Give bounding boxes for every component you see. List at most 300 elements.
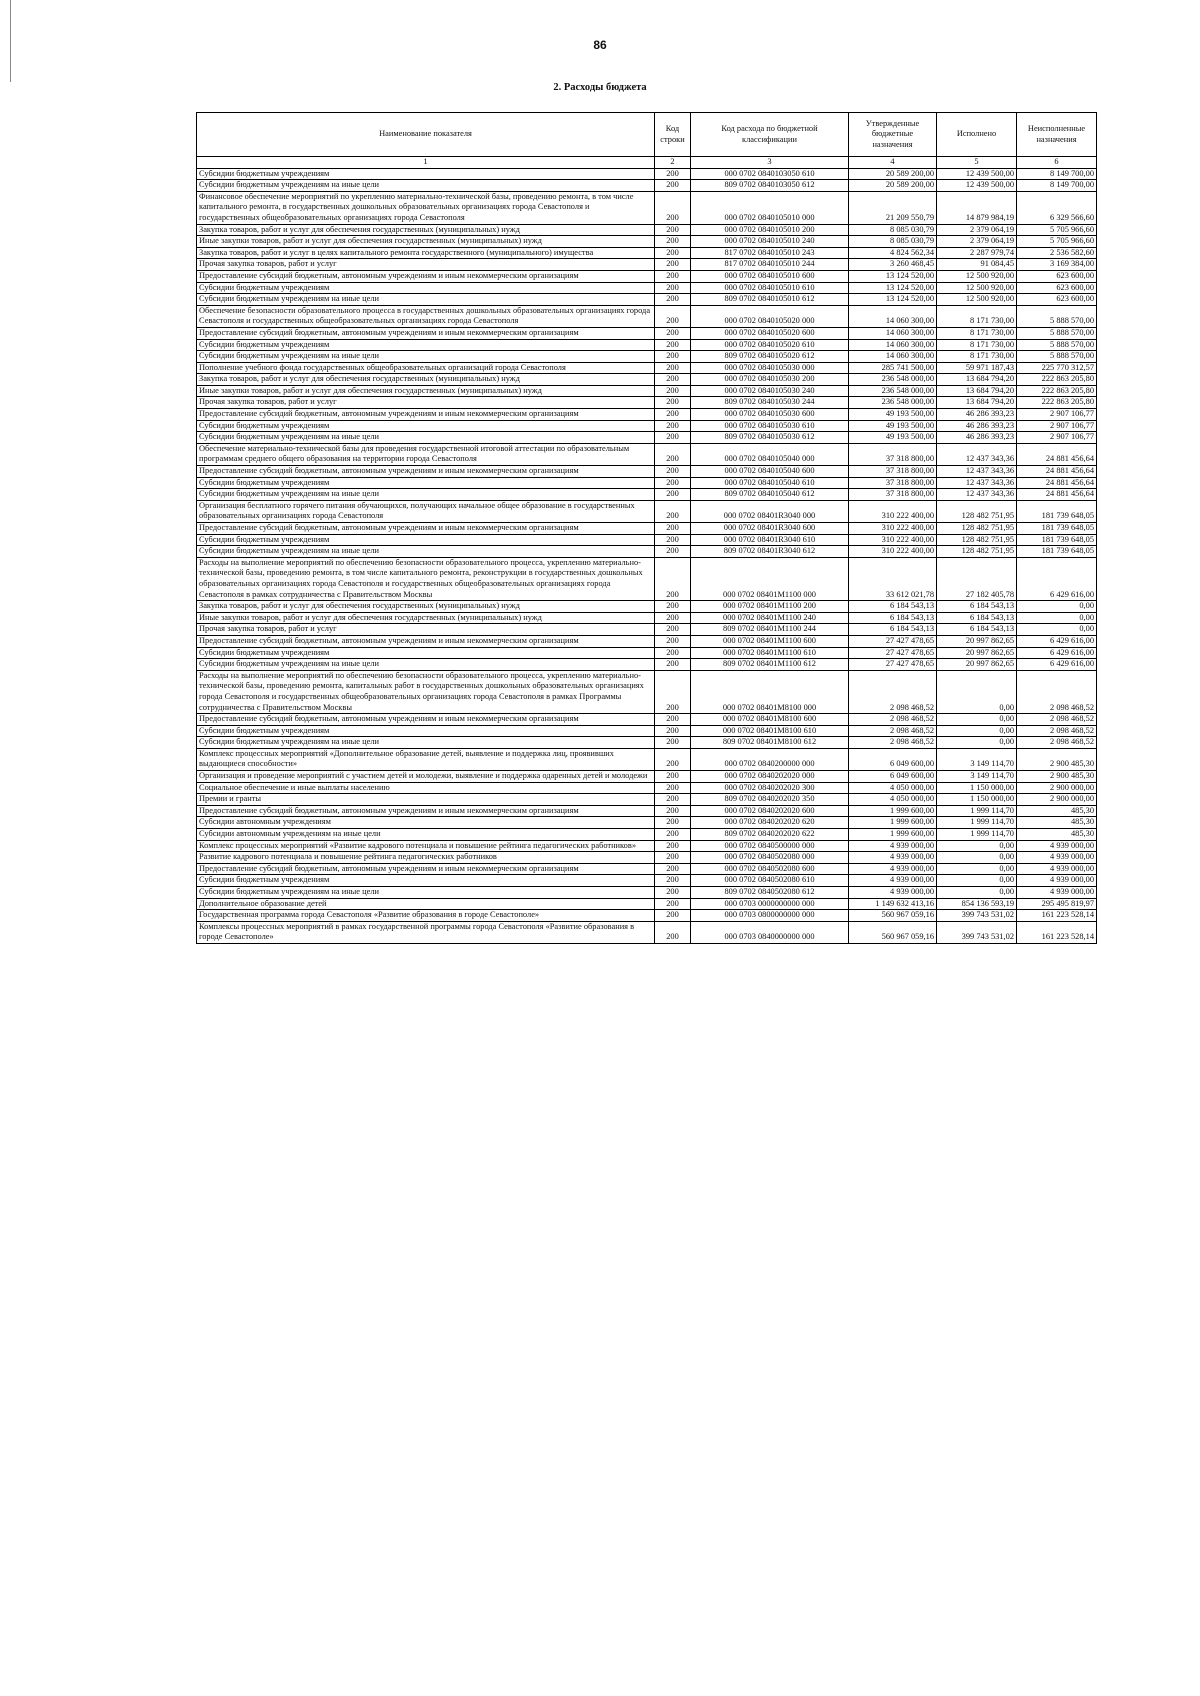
row-name: Закупка товаров, работ и услуг для обеспечения государственных (муниципальных) нужд [197, 224, 655, 236]
row-class-code: 000 0703 0000000000 000 [691, 898, 849, 910]
row-line-code: 200 [655, 500, 691, 522]
row-approved: 14 060 300,00 [849, 351, 937, 363]
row-class-code: 817 0702 0840105010 243 [691, 247, 849, 259]
row-executed: 0,00 [937, 670, 1017, 713]
table-row [197, 659, 1097, 671]
row-class-code: 000 0702 0840105030 000 [691, 362, 849, 374]
row-unexecuted: 5 888 570,00 [1017, 305, 1097, 327]
row-line-code: 200 [655, 420, 691, 432]
row-name: Предоставление субсидий бюджетным, автономным учреждениям и иным некоммерческим организациям [197, 714, 655, 726]
row-unexecuted: 2 907 106,77 [1017, 409, 1097, 421]
row-approved: 13 124 520,00 [849, 294, 937, 306]
row-name: Субсидии бюджетным учреждениям [197, 168, 655, 180]
row-unexecuted: 2 098 468,52 [1017, 670, 1097, 713]
table-row [197, 863, 1097, 875]
row-unexecuted: 2 907 106,77 [1017, 420, 1097, 432]
row-unexecuted: 4 939 000,00 [1017, 863, 1097, 875]
row-name: Субсидии бюджетным учреждениям [197, 875, 655, 887]
row-approved: 6 184 543,13 [849, 624, 937, 636]
row-executed: 20 997 862,65 [937, 647, 1017, 659]
row-class-code: 000 0702 08401M1100 600 [691, 635, 849, 647]
row-unexecuted: 181 739 648,05 [1017, 523, 1097, 535]
row-unexecuted: 4 939 000,00 [1017, 875, 1097, 887]
row-name: Субсидии бюджетным учреждениям [197, 647, 655, 659]
table-row [197, 224, 1097, 236]
row-unexecuted: 6 429 616,00 [1017, 647, 1097, 659]
table-row [197, 852, 1097, 864]
row-unexecuted: 2 900 485,30 [1017, 748, 1097, 770]
row-approved: 4 939 000,00 [849, 840, 937, 852]
row-executed: 6 184 543,13 [937, 601, 1017, 613]
row-unexecuted: 295 495 819,97 [1017, 898, 1097, 910]
row-class-code: 809 0702 0840103050 612 [691, 180, 849, 192]
row-name: Социальное обеспечение и иные выплаты населению [197, 782, 655, 794]
row-line-code: 200 [655, 351, 691, 363]
row-line-code: 200 [655, 362, 691, 374]
row-executed: 399 743 531,02 [937, 921, 1017, 943]
row-unexecuted: 2 900 000,00 [1017, 782, 1097, 794]
row-name: Субсидии бюджетным учреждениям на иные цели [197, 546, 655, 558]
row-name: Прочая закупка товаров, работ и услуг [197, 397, 655, 409]
table-row [197, 294, 1097, 306]
table-row [197, 432, 1097, 444]
row-executed: 3 149 114,70 [937, 771, 1017, 783]
row-executed: 8 171 730,00 [937, 339, 1017, 351]
row-approved: 27 427 478,65 [849, 647, 937, 659]
row-line-code: 200 [655, 737, 691, 749]
row-line-code: 200 [655, 168, 691, 180]
row-class-code: 809 0702 0840202020 622 [691, 829, 849, 841]
row-approved: 236 548 000,00 [849, 374, 937, 386]
row-name: Субсидии бюджетным учреждениям на иные цели [197, 737, 655, 749]
row-unexecuted: 3 169 384,00 [1017, 259, 1097, 271]
table-row [197, 327, 1097, 339]
table-row [197, 782, 1097, 794]
row-class-code: 000 0702 0840105030 610 [691, 420, 849, 432]
row-class-code: 000 0702 0840105030 200 [691, 374, 849, 386]
page-number: 86 [593, 38, 607, 52]
row-line-code: 200 [655, 489, 691, 501]
row-line-code: 200 [655, 466, 691, 478]
row-approved: 8 085 030,79 [849, 236, 937, 248]
row-approved: 6 049 600,00 [849, 771, 937, 783]
row-executed: 128 482 751,95 [937, 500, 1017, 522]
table-row [197, 489, 1097, 501]
row-name: Предоставление субсидий бюджетным, автономным учреждениям и иным некоммерческим организациям [197, 409, 655, 421]
row-executed: 2 287 979,74 [937, 247, 1017, 259]
row-approved: 2 098 468,52 [849, 714, 937, 726]
row-approved: 285 741 500,00 [849, 362, 937, 374]
table-body [197, 168, 1097, 943]
row-unexecuted: 485,30 [1017, 805, 1097, 817]
row-executed: 8 171 730,00 [937, 305, 1017, 327]
row-name: Прочая закупка товаров, работ и услуг [197, 624, 655, 636]
row-approved: 4 939 000,00 [849, 887, 937, 899]
row-class-code: 000 0702 0840105010 200 [691, 224, 849, 236]
row-executed: 12 439 500,00 [937, 168, 1017, 180]
table-row [197, 805, 1097, 817]
row-name: Организация и проведение мероприятий с участием детей и молодежи, выявление и поддержка одаренных детей и молодежи [197, 771, 655, 783]
table-row [197, 466, 1097, 478]
row-approved: 310 222 400,00 [849, 534, 937, 546]
row-executed: 46 286 393,23 [937, 432, 1017, 444]
row-executed: 399 743 531,02 [937, 910, 1017, 922]
row-class-code: 809 0702 0840105040 612 [691, 489, 849, 501]
row-name: Развитие кадрового потенциала и повышение рейтинга педагогических работников [197, 852, 655, 864]
row-name: Предоставление субсидий бюджетным, автономным учреждениям и иным некоммерческим организациям [197, 805, 655, 817]
table-row [197, 714, 1097, 726]
row-approved: 1 149 632 413,16 [849, 898, 937, 910]
row-approved: 4 939 000,00 [849, 875, 937, 887]
table-row [197, 443, 1097, 465]
row-line-code: 200 [655, 725, 691, 737]
row-executed: 1 999 114,70 [937, 817, 1017, 829]
row-name: Субсидии бюджетным учреждениям [197, 477, 655, 489]
row-name: Иные закупки товаров, работ и услуг для обеспечения государственных (муниципальных) нужд [197, 612, 655, 624]
row-name: Прочая закупка товаров, работ и услуг [197, 259, 655, 271]
row-class-code: 000 0702 0840105040 000 [691, 443, 849, 465]
row-unexecuted: 222 863 205,80 [1017, 397, 1097, 409]
row-approved: 2 098 468,52 [849, 725, 937, 737]
row-unexecuted: 4 939 000,00 [1017, 840, 1097, 852]
row-approved: 14 060 300,00 [849, 327, 937, 339]
table-row [197, 339, 1097, 351]
row-name: Субсидии бюджетным учреждениям [197, 282, 655, 294]
row-name: Субсидии бюджетным учреждениям на иные цели [197, 659, 655, 671]
row-executed: 27 182 405,78 [937, 557, 1017, 600]
row-class-code: 000 0702 0840105020 610 [691, 339, 849, 351]
row-executed: 128 482 751,95 [937, 534, 1017, 546]
row-line-code: 200 [655, 875, 691, 887]
table-row [197, 670, 1097, 713]
row-name: Обеспечение безопасности образовательного процесса в государственных дошкольных образовательных организациях города Севастополя и государственных общеобразовательных организациях города Севастополя [197, 305, 655, 327]
row-unexecuted: 2 098 468,52 [1017, 714, 1097, 726]
row-line-code: 200 [655, 840, 691, 852]
table-row [197, 236, 1097, 248]
row-line-code: 200 [655, 898, 691, 910]
row-approved: 37 318 800,00 [849, 443, 937, 465]
row-unexecuted: 24 881 456,64 [1017, 489, 1097, 501]
table-row [197, 748, 1097, 770]
row-unexecuted: 6 429 616,00 [1017, 635, 1097, 647]
table-row [197, 534, 1097, 546]
row-line-code: 200 [655, 829, 691, 841]
row-unexecuted: 6 429 616,00 [1017, 557, 1097, 600]
table-row [197, 351, 1097, 363]
row-approved: 21 209 550,79 [849, 191, 937, 224]
row-executed: 20 997 862,65 [937, 659, 1017, 671]
row-approved: 310 222 400,00 [849, 546, 937, 558]
row-line-code: 200 [655, 794, 691, 806]
row-class-code: 000 0702 08401M8100 600 [691, 714, 849, 726]
row-unexecuted: 623 600,00 [1017, 270, 1097, 282]
row-class-code: 000 0702 0840500000 000 [691, 840, 849, 852]
header-approved: Утвержденные бюджетные назначения [849, 113, 937, 157]
row-approved: 20 589 200,00 [849, 180, 937, 192]
row-line-code: 200 [655, 748, 691, 770]
row-class-code: 000 0702 0840202020 620 [691, 817, 849, 829]
row-executed: 12 437 343,36 [937, 443, 1017, 465]
row-approved: 4 939 000,00 [849, 863, 937, 875]
row-approved: 27 427 478,65 [849, 635, 937, 647]
row-class-code: 000 0702 0840502080 600 [691, 863, 849, 875]
row-class-code: 000 0702 08401R3040 610 [691, 534, 849, 546]
row-line-code: 200 [655, 714, 691, 726]
row-class-code: 809 0702 08401M1100 612 [691, 659, 849, 671]
row-executed: 854 136 593,19 [937, 898, 1017, 910]
row-executed: 14 879 984,19 [937, 191, 1017, 224]
row-unexecuted: 2 900 000,00 [1017, 794, 1097, 806]
row-class-code: 809 0702 0840105020 612 [691, 351, 849, 363]
row-unexecuted: 5 888 570,00 [1017, 327, 1097, 339]
row-line-code: 200 [655, 432, 691, 444]
table-row [197, 259, 1097, 271]
row-class-code: 000 0702 08401R3040 600 [691, 523, 849, 535]
row-unexecuted: 181 739 648,05 [1017, 500, 1097, 522]
row-name: Закупка товаров, работ и услуг для обеспечения государственных (муниципальных) нужд [197, 374, 655, 386]
row-class-code: 809 0702 08401R3040 612 [691, 546, 849, 558]
row-unexecuted: 222 863 205,80 [1017, 385, 1097, 397]
row-class-code: 809 0702 0840105030 244 [691, 397, 849, 409]
row-approved: 560 967 059,16 [849, 910, 937, 922]
row-unexecuted: 181 739 648,05 [1017, 534, 1097, 546]
row-unexecuted: 0,00 [1017, 624, 1097, 636]
row-executed: 12 437 343,36 [937, 489, 1017, 501]
row-executed: 13 684 794,20 [937, 374, 1017, 386]
row-unexecuted: 5 888 570,00 [1017, 351, 1097, 363]
row-line-code: 200 [655, 282, 691, 294]
row-executed: 2 379 064,19 [937, 236, 1017, 248]
row-executed: 1 150 000,00 [937, 782, 1017, 794]
row-line-code: 200 [655, 477, 691, 489]
row-executed: 59 971 187,43 [937, 362, 1017, 374]
row-name: Субсидии бюджетным учреждениям [197, 420, 655, 432]
row-class-code: 817 0702 0840105010 244 [691, 259, 849, 271]
row-approved: 49 193 500,00 [849, 409, 937, 421]
table-row [197, 168, 1097, 180]
row-line-code: 200 [655, 397, 691, 409]
row-class-code: 000 0702 08401M1100 000 [691, 557, 849, 600]
row-name: Государственная программа города Севастополя «Развитие образования в городе Севастополе» [197, 910, 655, 922]
row-unexecuted: 5 888 570,00 [1017, 339, 1097, 351]
row-line-code: 200 [655, 259, 691, 271]
table-row [197, 910, 1097, 922]
row-unexecuted: 2 098 468,52 [1017, 725, 1097, 737]
row-name: Обеспечение материально-технической базы для проведения государственной итоговой аттестации по образовательным программам среднего общего образования на территории города Севастополя [197, 443, 655, 465]
row-class-code: 000 0702 0840202020 600 [691, 805, 849, 817]
row-approved: 1 999 600,00 [849, 805, 937, 817]
table-row [197, 875, 1097, 887]
row-unexecuted: 5 705 966,60 [1017, 224, 1097, 236]
row-approved: 310 222 400,00 [849, 523, 937, 535]
row-executed: 6 184 543,13 [937, 624, 1017, 636]
row-approved: 310 222 400,00 [849, 500, 937, 522]
row-class-code: 000 0702 08401R3040 000 [691, 500, 849, 522]
row-line-code: 200 [655, 782, 691, 794]
row-line-code: 200 [655, 180, 691, 192]
row-unexecuted: 623 600,00 [1017, 282, 1097, 294]
row-unexecuted: 222 863 205,80 [1017, 374, 1097, 386]
row-class-code: 000 0703 0800000000 000 [691, 910, 849, 922]
row-approved: 4 050 000,00 [849, 794, 937, 806]
row-class-code: 000 0702 0840105040 610 [691, 477, 849, 489]
table-row [197, 191, 1097, 224]
row-class-code: 809 0702 0840202020 350 [691, 794, 849, 806]
row-approved: 8 085 030,79 [849, 224, 937, 236]
row-executed: 0,00 [937, 863, 1017, 875]
row-unexecuted: 24 881 456,64 [1017, 466, 1097, 478]
row-executed: 0,00 [937, 887, 1017, 899]
table-row [197, 725, 1097, 737]
column-index: 6 [1017, 157, 1097, 169]
row-class-code: 809 0702 08401M8100 612 [691, 737, 849, 749]
row-executed: 8 171 730,00 [937, 327, 1017, 339]
table-row [197, 500, 1097, 522]
header-class-code: Код расхода по бюджетной классификации [691, 113, 849, 157]
row-executed: 20 997 862,65 [937, 635, 1017, 647]
row-class-code: 000 0702 08401M8100 610 [691, 725, 849, 737]
table-row [197, 601, 1097, 613]
row-class-code: 000 0702 08401M1100 610 [691, 647, 849, 659]
row-unexecuted: 485,30 [1017, 817, 1097, 829]
row-unexecuted: 24 881 456,64 [1017, 477, 1097, 489]
row-name: Предоставление субсидий бюджетным, автономным учреждениям и иным некоммерческим организациям [197, 466, 655, 478]
row-approved: 1 999 600,00 [849, 829, 937, 841]
table-row [197, 420, 1097, 432]
table-row [197, 840, 1097, 852]
row-executed: 8 171 730,00 [937, 351, 1017, 363]
row-approved: 2 098 468,52 [849, 670, 937, 713]
row-approved: 14 060 300,00 [849, 339, 937, 351]
row-name: Субсидии автономным учреждениям на иные цели [197, 829, 655, 841]
row-approved: 1 999 600,00 [849, 817, 937, 829]
row-line-code: 200 [655, 327, 691, 339]
row-executed: 0,00 [937, 737, 1017, 749]
row-executed: 2 379 064,19 [937, 224, 1017, 236]
row-class-code: 000 0702 0840105020 600 [691, 327, 849, 339]
row-name: Предоставление субсидий бюджетным, автономным учреждениям и иным некоммерческим организациям [197, 523, 655, 535]
row-approved: 560 967 059,16 [849, 921, 937, 943]
row-approved: 37 318 800,00 [849, 477, 937, 489]
row-unexecuted: 6 329 566,60 [1017, 191, 1097, 224]
table-row [197, 829, 1097, 841]
row-line-code: 200 [655, 191, 691, 224]
row-approved: 6 184 543,13 [849, 612, 937, 624]
row-line-code: 200 [655, 852, 691, 864]
row-line-code: 200 [655, 635, 691, 647]
row-executed: 1 999 114,70 [937, 829, 1017, 841]
table-row [197, 523, 1097, 535]
row-name: Премии и гранты [197, 794, 655, 806]
row-class-code: 000 0702 0840105010 000 [691, 191, 849, 224]
row-name: Субсидии бюджетным учреждениям на иные цели [197, 489, 655, 501]
table-row [197, 887, 1097, 899]
row-approved: 37 318 800,00 [849, 489, 937, 501]
row-approved: 13 124 520,00 [849, 282, 937, 294]
row-approved: 33 612 021,78 [849, 557, 937, 600]
row-unexecuted: 4 939 000,00 [1017, 852, 1097, 864]
header-executed: Исполнено [937, 113, 1017, 157]
row-executed: 12 500 920,00 [937, 294, 1017, 306]
row-unexecuted: 2 900 485,30 [1017, 771, 1097, 783]
row-line-code: 200 [655, 557, 691, 600]
row-approved: 37 318 800,00 [849, 466, 937, 478]
row-class-code: 000 0702 0840105020 000 [691, 305, 849, 327]
row-class-code: 000 0702 08401M1100 240 [691, 612, 849, 624]
row-name: Субсидии автономным учреждениям [197, 817, 655, 829]
row-line-code: 200 [655, 236, 691, 248]
table-row [197, 397, 1097, 409]
row-class-code: 000 0702 0840105010 600 [691, 270, 849, 282]
row-executed: 12 500 920,00 [937, 270, 1017, 282]
table-row [197, 647, 1097, 659]
row-name: Закупка товаров, работ и услуг для обеспечения государственных (муниципальных) нужд [197, 601, 655, 613]
row-approved: 236 548 000,00 [849, 397, 937, 409]
row-line-code: 200 [655, 294, 691, 306]
row-executed: 46 286 393,23 [937, 420, 1017, 432]
row-line-code: 200 [655, 659, 691, 671]
row-class-code: 809 0702 08401M1100 244 [691, 624, 849, 636]
row-approved: 20 589 200,00 [849, 168, 937, 180]
table-row [197, 624, 1097, 636]
row-class-code: 000 0702 0840103050 610 [691, 168, 849, 180]
row-unexecuted: 2 536 582,60 [1017, 247, 1097, 259]
table-row [197, 362, 1097, 374]
row-approved: 14 060 300,00 [849, 305, 937, 327]
table-row [197, 385, 1097, 397]
row-executed: 12 500 920,00 [937, 282, 1017, 294]
table-row [197, 737, 1097, 749]
row-name: Предоставление субсидий бюджетным, автономным учреждениям и иным некоммерческим организациям [197, 863, 655, 875]
row-name: Субсидии бюджетным учреждениям на иные цели [197, 432, 655, 444]
row-unexecuted: 0,00 [1017, 601, 1097, 613]
row-name: Субсидии бюджетным учреждениям [197, 339, 655, 351]
row-executed: 46 286 393,23 [937, 409, 1017, 421]
row-class-code: 000 0702 08401M1100 200 [691, 601, 849, 613]
row-class-code: 000 0702 0840502080 000 [691, 852, 849, 864]
row-line-code: 200 [655, 670, 691, 713]
row-class-code: 000 0702 0840200000 000 [691, 748, 849, 770]
row-line-code: 200 [655, 805, 691, 817]
table-row [197, 477, 1097, 489]
row-line-code: 200 [655, 612, 691, 624]
row-executed: 128 482 751,95 [937, 546, 1017, 558]
row-unexecuted: 8 149 700,00 [1017, 180, 1097, 192]
header-unexecuted: Неисполненные назначения [1017, 113, 1097, 157]
row-executed: 0,00 [937, 840, 1017, 852]
row-approved: 236 548 000,00 [849, 385, 937, 397]
row-class-code: 809 0702 0840105030 612 [691, 432, 849, 444]
row-name: Организация бесплатного горячего питания обучающихся, получающих начальное общее образование в государственных образовательных организациях города Севастополя [197, 500, 655, 522]
table-row [197, 635, 1097, 647]
row-name: Расходы на выполнение мероприятий по обеспечению безопасности образовательного процесса, укреплению материально-технической базы, проведению ремонта, капитальных работ в государственных дошкольных образовательных организациях города Севастополя и государственных общеобразовательных организациях города Севастополя в рамках Программы сотрудничества с Правительством Москвы [197, 670, 655, 713]
budget-expenses-table [196, 112, 1097, 944]
row-line-code: 200 [655, 224, 691, 236]
row-line-code: 200 [655, 910, 691, 922]
column-index: 4 [849, 157, 937, 169]
row-approved: 4 050 000,00 [849, 782, 937, 794]
table-row [197, 180, 1097, 192]
row-name: Иные закупки товаров, работ и услуг для обеспечения государственных (муниципальных) нужд [197, 236, 655, 248]
column-index: 1 [197, 157, 655, 169]
row-line-code: 200 [655, 374, 691, 386]
table-row [197, 817, 1097, 829]
row-line-code: 200 [655, 624, 691, 636]
row-name: Дополнительное образование детей [197, 898, 655, 910]
row-class-code: 000 0702 0840502080 610 [691, 875, 849, 887]
row-executed: 13 684 794,20 [937, 385, 1017, 397]
row-name: Иные закупки товаров, работ и услуг для обеспечения государственных (муниципальных) нужд [197, 385, 655, 397]
